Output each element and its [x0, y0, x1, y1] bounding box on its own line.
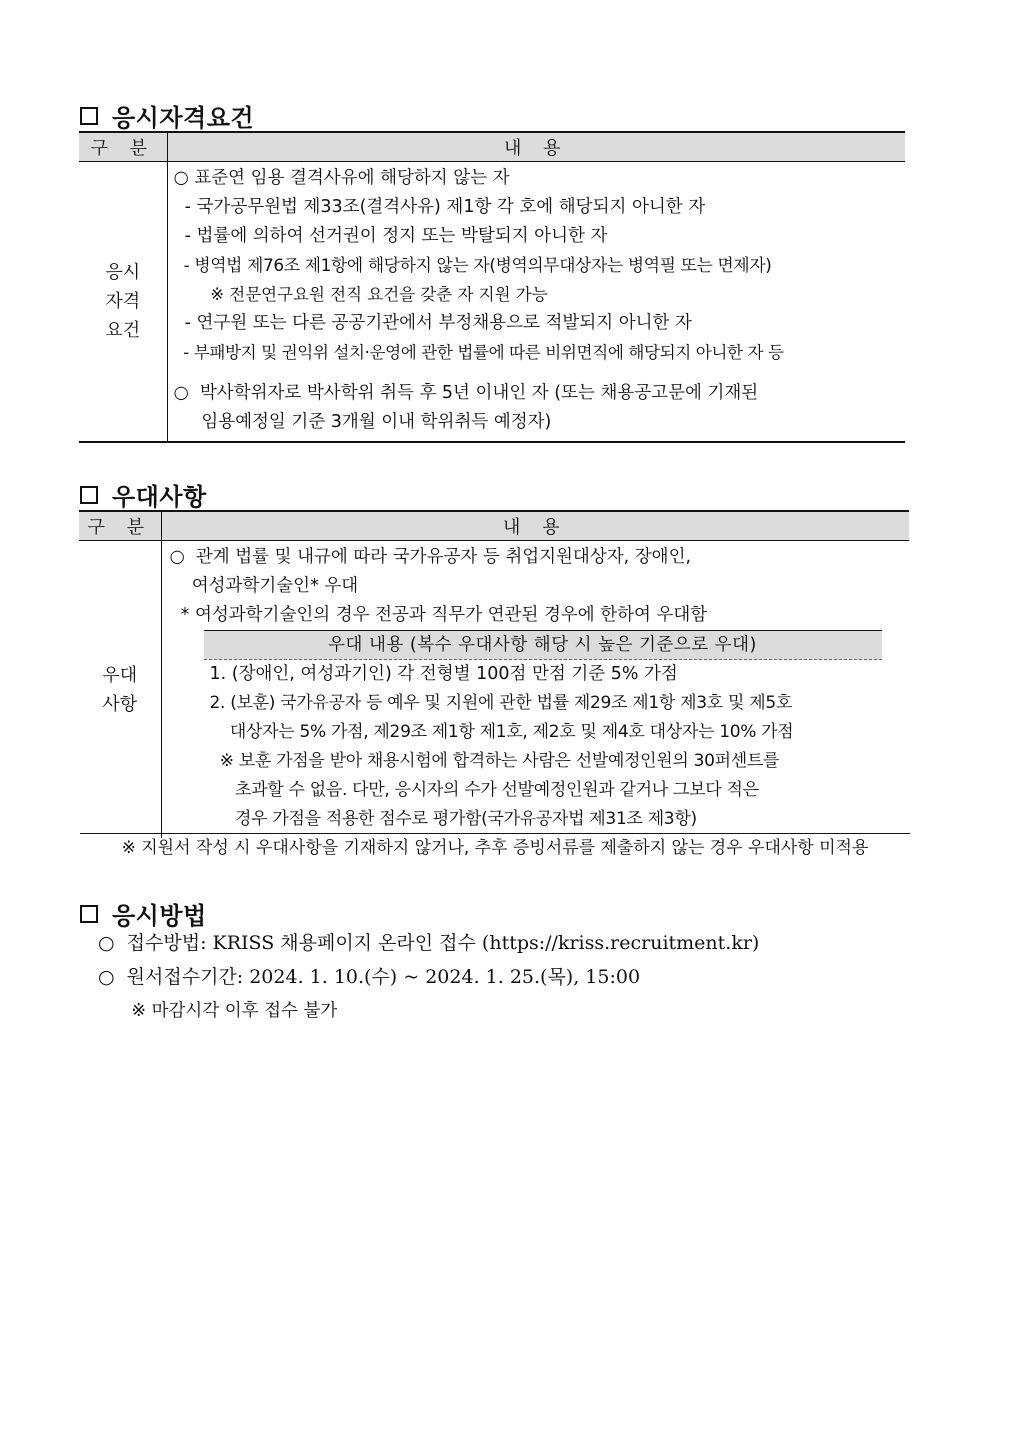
preferences-table	[79, 510, 909, 838]
content-cell	[161, 541, 909, 839]
content-line: - 부패방지 및 권익위 설치·운영에 관한 법률에 따른 비위면직에 해당되지 아니한 자 등	[173, 343, 784, 362]
column-header-category: 구 분	[79, 132, 167, 162]
checkbox-square-icon	[80, 905, 98, 923]
category-cell	[79, 541, 161, 839]
inner-line: 초과할 수 없음. 다만, 응시자의 수가 선발예정인원과 같거나 그보다 적은	[209, 780, 759, 800]
section-title-qualifications	[80, 98, 254, 133]
inner-line: 대상자는 5% 가점, 제29조 제1항 제1호, 제2호 및 제4호 대상자는 10% 가점	[209, 722, 794, 742]
column-header-content: 내 용	[167, 132, 905, 162]
content-line: - 연구원 또는 다른 공공기관에서 부정채용으로 적발되지 아니한 자	[173, 313, 692, 333]
category-line: 우대	[102, 664, 138, 686]
inner-line: 2. (보훈) 국가유공자 등 예우 및 지원에 관한 법률 제29조 제1항 제3호 및 제5호	[209, 693, 793, 713]
qualifications-table	[79, 131, 905, 443]
content-line: ○ 관계 법률 및 내규에 따라 국가유공자 등 취업지원대상자, 장애인,	[169, 547, 692, 567]
category-line: 자격	[105, 291, 141, 312]
content-line: ○ 표준연 임용 결격사유에 해당하지 않는 자	[173, 168, 510, 188]
section-title-text: 응시자격요건	[112, 104, 255, 132]
inner-table-header: 우대 내용 (복수 우대사항 해당 시 높은 기준으로 우대)	[204, 630, 882, 660]
content-line: 여성과학기술인* 우대	[169, 576, 359, 596]
content-line: - 법률에 의하여 선거권이 정지 또는 박탈되지 아니한 자	[173, 226, 608, 246]
inner-line: 경우 가점을 적용한 점수로 평가함(국가유공자법 제31조 제3항)	[209, 809, 697, 829]
inner-line: 1. (장애인, 여성과기인) 각 전형별 100점 만점 기준 5% 가점	[209, 664, 678, 684]
content-line: 임용예정일 기준 3개월 이내 학위취득 예정자)	[173, 412, 552, 432]
application-line: ○ 접수방법: KRISS 채용페이지 온라인 접수 (https://kriss.recruitment.kr)	[98, 932, 760, 954]
category-line: 응시	[105, 262, 141, 283]
section-title-preferences	[80, 477, 207, 512]
content-line: * 여성과학기술인의 경우 전공과 직무가 연관된 경우에 한하여 우대함	[169, 605, 708, 625]
category-cell	[79, 162, 167, 443]
checkbox-square-icon	[80, 107, 98, 125]
section-title-text: 우대사항	[112, 483, 207, 511]
preferences-note: ※ 지원서 작성 시 우대사항을 기재하지 않거나, 추후 증빙서류를 제출하지 않는 경우 우대사항 미적용	[80, 833, 910, 862]
section-title-text: 응시방법	[112, 902, 207, 930]
content-line: ※ 전문연구요원 전직 요건을 갖춘 자 지원 가능	[173, 285, 548, 304]
content-line: - 국가공무원법 제33조(결격사유) 제1항 각 호에 해당되지 아니한 자	[173, 197, 706, 217]
category-line: 사항	[102, 693, 138, 715]
application-line: ○ 원서접수기간: 2024. 1. 10.(수) ~ 2024. 1. 25.(목), 15:00	[98, 966, 641, 988]
content-line: - 병역법 제76조 제1항에 해당하지 않는 자(병역의무대상자는 병역필 또는 면제자)	[173, 255, 772, 275]
application-method-list	[98, 926, 759, 1028]
category-line: 요건	[105, 320, 141, 341]
inner-line: ※ 보훈 가점을 받아 채용시험에 합격하는 사람은 선발예정인원의 30퍼센트를	[209, 751, 780, 771]
checkbox-square-icon	[80, 486, 98, 504]
column-header-content: 내 용	[161, 511, 909, 541]
column-header-category: 구 분	[79, 511, 161, 541]
content-line: ○ 박사학위자로 박사학위 취득 후 5년 이내인 자 (또는 채용공고문에 기재된	[173, 383, 759, 403]
application-line: ※ 마감시각 이후 접수 불가	[98, 1001, 338, 1021]
content-cell	[167, 162, 905, 443]
